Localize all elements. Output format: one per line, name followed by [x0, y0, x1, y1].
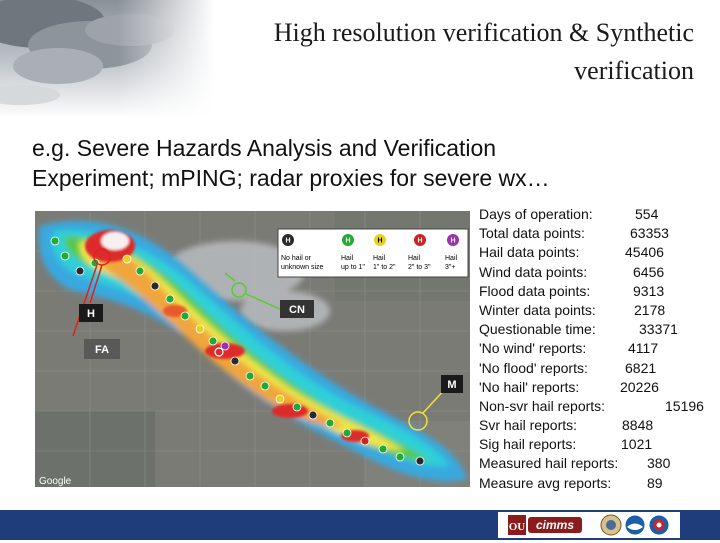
hail-size-legend: [278, 229, 468, 277]
stat-row: Hail data points: 45406: [479, 244, 664, 261]
svg-text:No hail or: No hail or: [281, 255, 311, 262]
svg-text:H: H: [345, 237, 351, 245]
svg-text:H: H: [377, 237, 383, 245]
svg-text:3"+: 3"+: [445, 264, 456, 271]
stat-row: Non-svr hail reports: 15196: [479, 397, 704, 414]
svg-text:cimms: cimms: [535, 518, 575, 532]
radar-hail-map: [35, 211, 470, 487]
stat-row: Svr hail reports: 8848: [479, 417, 654, 434]
stat-row: Days of operation: 554: [479, 206, 659, 222]
slide-subtitle-line-2: Experiment; mPING; radar proxies for severe wx…: [32, 165, 550, 191]
callout-fa: [84, 339, 120, 359]
stat-row: 'No flood' reports: 6821: [479, 359, 657, 376]
svg-text:Hail: Hail: [341, 255, 354, 262]
svg-text:2" to 3": 2" to 3": [408, 264, 431, 271]
callout-m: [441, 375, 463, 393]
svg-text:H: H: [87, 308, 95, 320]
stats-list: [479, 205, 715, 493]
slide-title-line-1: High resolution verification & Synthetic: [273, 18, 694, 47]
svg-text:CN: CN: [289, 304, 305, 316]
svg-text:Hail: Hail: [373, 255, 386, 262]
svg-text:unknown size: unknown size: [281, 264, 324, 271]
slide-subtitle-line-1: e.g. Severe Hazards Analysis and Verification: [32, 135, 497, 161]
footer-logo-panel: [498, 512, 680, 538]
map-attribution: Google: [39, 476, 72, 487]
stat-row: 'No wind' reports: 4117: [479, 340, 659, 357]
stat-row: Total data points: 63353: [479, 225, 669, 242]
svg-text:M: M: [447, 379, 457, 391]
svg-text:up to 1": up to 1": [341, 264, 365, 271]
callout-h: [79, 304, 103, 322]
ou-logo: [508, 515, 526, 535]
callout-cn: [280, 300, 314, 318]
partner-logos: [498, 512, 680, 538]
slide-title: [194, 14, 694, 90]
slide-title-line-2: verification: [574, 56, 694, 85]
stat-row: Sig hail reports: 1021: [479, 436, 653, 453]
svg-text:OU: OU: [508, 521, 526, 533]
stat-row: Winter data points: 2178: [479, 301, 666, 318]
stat-row: Questionable time: 33371: [479, 321, 678, 338]
storm-cloud-image: [0, 0, 215, 118]
cimms-logo: [528, 517, 582, 533]
stat-row: Flood data points: 9313: [479, 282, 665, 299]
svg-text:H: H: [417, 237, 423, 245]
stat-row: 'No hail' reports: 20226: [479, 378, 659, 395]
svg-text:1" to 2": 1" to 2": [373, 264, 396, 271]
svg-text:H: H: [285, 237, 291, 245]
agency-seal-icon: [601, 515, 621, 535]
nws-logo-icon: [649, 515, 669, 535]
stat-row: Measure avg reports: 89: [479, 474, 663, 491]
slide-subtitle: [32, 133, 692, 193]
svg-text:Hail: Hail: [445, 255, 458, 262]
stat-row: Measured hail reports: 380: [479, 455, 671, 472]
svg-text:H: H: [450, 237, 456, 245]
stat-row: Wind data points: 6456: [479, 263, 665, 280]
svg-text:Hail: Hail: [408, 255, 421, 262]
svg-text:FA: FA: [94, 344, 110, 356]
footer-bar: [0, 510, 720, 540]
noaa-logo-icon: [625, 515, 645, 535]
